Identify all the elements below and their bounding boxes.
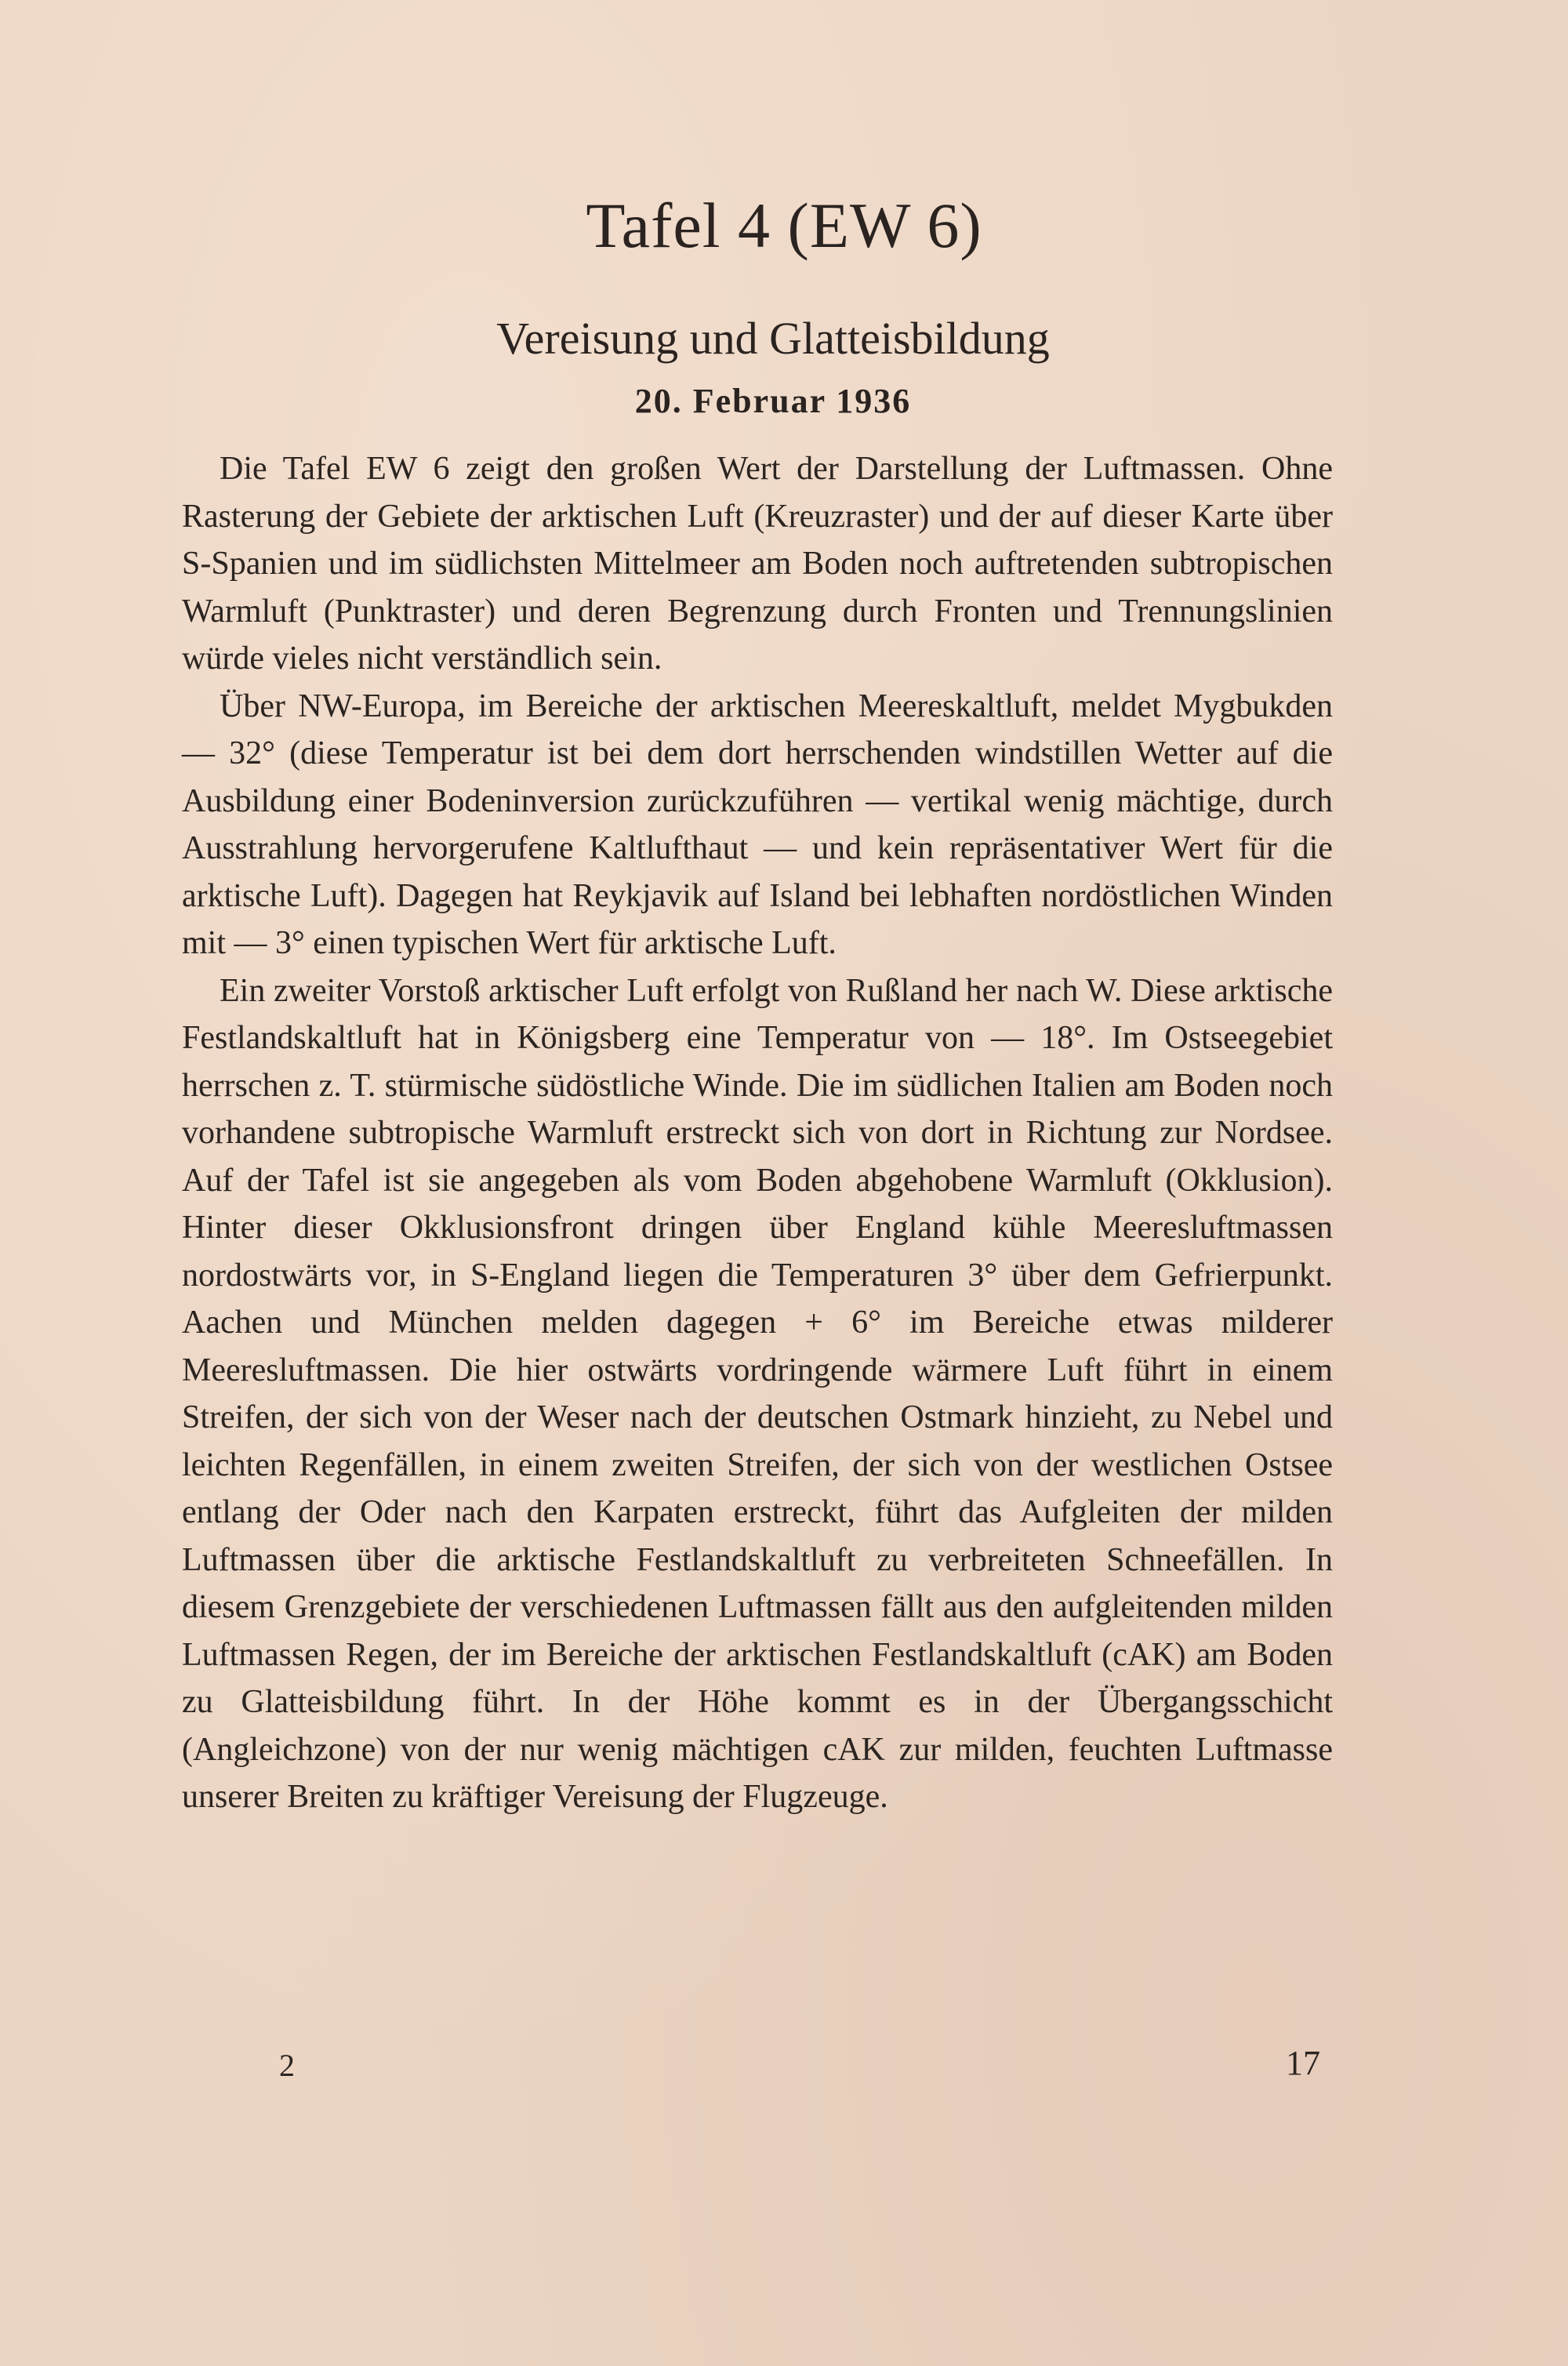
date-line: 20. Februar 1936: [634, 382, 912, 420]
paragraph: Die Tafel EW 6 zeigt den großen Wert der Darstellung der Luftmassen. Ohne Rasterung der Gebiete der arktischen Luft (Kreuzraster) und der auf dieser Karte über S-Spanien und im südlichsten Mittelmeer am Boden noch auftretenden subtropischen Warmluft (Punktraster) und deren Begrenzung durch Fronten und Trennungslinien würde vieles nicht verständlich sein.: [182, 451, 1333, 677]
signature-mark: 2: [279, 2048, 295, 2083]
page-subtitle: Vereisung und Glatteisbildung: [496, 313, 1050, 364]
page-title: Tafel 4 (EW 6): [586, 190, 982, 261]
body-text: [182, 445, 1333, 1821]
paragraph: Ein zweiter Vorstoß arktischer Luft erfolgt von Rußland her nach W. Diese arktische Festlandskaltluft hat in Königsberg eine Temperatur von — 18°. Im Ostseegebiet herrschen z. T. stürmische südöstliche Winde. Die im südlichen Italien am Boden noch vorhandene subtropische Warmluft erstreckt sich von dort in Richtung zur Nordsee. Auf der Tafel ist sie angegeben als vom Boden abgehobene Warmluft (Okklusion). Hinter dieser Okklusionsfront dringen über England kühle Meeresluftmassen nordostwärts vor, in S-England liegen die Temperaturen 3° über dem Gefrierpunkt. Aachen und München melden dagegen + 6° im Bereiche etwas milderer Meeresluftmassen. Die hier ostwärts vordringende wärmere Luft führt in einem Streifen, der sich von der Weser nach der deutschen Ostmark hinzieht, zu Nebel und leichten Regenfällen, in einem zweiten Streifen, der sich von der westlichen Ostsee entlang der Oder nach den Karpaten erstreckt, führt das Aufgleiten der milden Luftmassen über die arktische Festlandskaltluft zu verbreiteten Schneefällen. In diesem Grenzgebiete der verschiedenen Luftmassen fällt aus den aufgleitenden milden Luftmassen Regen, der im Bereiche der arktischen Festlandskaltluft (cAK) am Boden zu Glatteisbildung führt. In der Höhe kommt es in der Übergangsschicht (Angleichzone) von der nur wenig mächtigen cAK zur milden, feuchten Luftmasse unserer Breiten zu kräftiger Vereisung der Flugzeuge.: [182, 972, 1333, 1815]
page-number: 17: [1286, 2044, 1320, 2082]
paragraph: Über NW-Europa, im Bereiche der arktischen Meereskaltluft, meldet Mygbukden — 32° (diese Temperatur ist bei dem dort herrschenden windstillen Wetter auf die Ausbildung einer Bodeninversion zurückzuführen — vertikal wenig mächtige, durch Ausstrahlung hervorgerufene Kaltlufthaut — und kein repräsentativer Wert für die arktische Luft). Dagegen hat Reykjavik auf Island bei lebhaften nordöstlichen Winden mit — 3° einen typischen Wert für arktische Luft.: [182, 688, 1333, 961]
